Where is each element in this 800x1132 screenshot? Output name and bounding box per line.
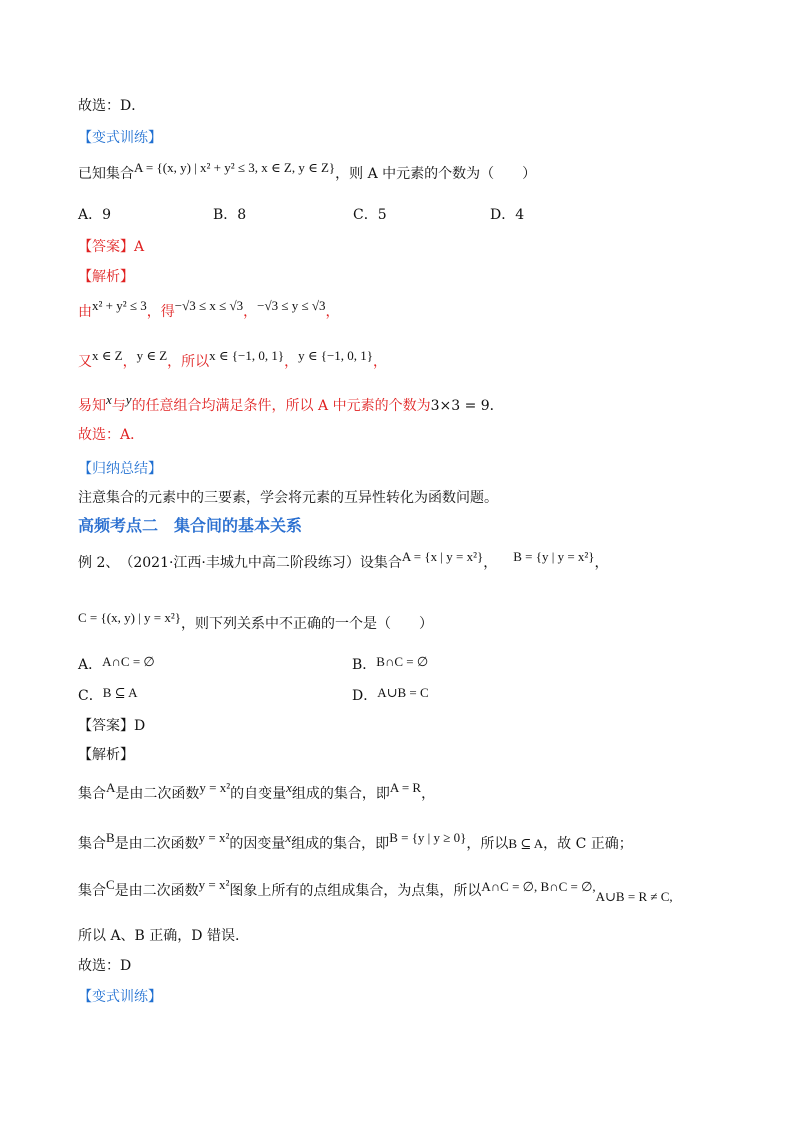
solution-2-line-1 (78, 780, 436, 804)
text: 集合 (78, 883, 106, 899)
solution-2-line-2 (78, 830, 633, 854)
summary-text: 注意集合的元素中的三要素，学会将元素的互异性转化为函数问题。 (78, 490, 498, 506)
set-a: A = {x | y = x²} (401, 549, 484, 564)
function: y = x² (198, 877, 230, 892)
text: 组成的集合，即 (291, 836, 390, 852)
label: C． (78, 688, 103, 704)
ex2-option-c (78, 686, 137, 706)
set-a: A (106, 780, 116, 795)
solution-1-line-2 (78, 348, 388, 372)
q1-suffix: ，则 A 中元素的个数为（ ） (335, 166, 537, 182)
ex2-option-b (352, 655, 428, 675)
q1-option-c: C．5 (353, 207, 387, 223)
function: y = x² (199, 780, 231, 795)
solution-2-line-3 (78, 877, 673, 904)
answer-choice-line-2: 故选：A． (78, 427, 145, 443)
answer-2: 【答案】D (78, 718, 146, 734)
variant-training-tag-2: 【变式训练】 (78, 989, 162, 1005)
inequality: x² + y² ≤ 3 (92, 298, 147, 313)
answer-choice-line: 故选：D． (78, 98, 146, 114)
ex2-option-a (78, 655, 155, 675)
text: ，则下列关系中不正确的一个是（ ） (180, 616, 433, 632)
label: A． (78, 657, 103, 673)
text: ，所以 (167, 354, 210, 370)
solution-1-line-1 (78, 298, 340, 322)
y-values: y ∈ {−1, 0, 1} (298, 348, 374, 363)
text: 的因变量 (229, 836, 286, 852)
label: D． (352, 688, 378, 704)
text: ， (373, 354, 388, 370)
set-b: B = {y | y = x²} (513, 549, 595, 564)
section-title: 高频考点二 集合间的基本关系 (78, 516, 303, 535)
text: 集合 (78, 786, 106, 802)
text: 是由二次函数 (114, 836, 199, 852)
text: 是由二次函数 (115, 786, 200, 802)
expr: A∩C = ∅ (102, 654, 155, 669)
solution-2-line-4: 所以 A、B 正确，D 错误. (78, 928, 240, 944)
answer-1: 【答案】A (78, 239, 145, 255)
ex2-option-d (352, 686, 429, 706)
text: ，得 (146, 304, 175, 320)
text: 的任意组合均满足条件，所以 A 中元素的个数为 (131, 398, 431, 414)
text: 集合 (78, 836, 106, 852)
x-values: x ∈ {−1, 0, 1} (209, 348, 285, 363)
question-1 (78, 160, 537, 184)
x-in-z: x ∈ Z (92, 348, 123, 363)
subset: B ⊆ A (508, 836, 544, 851)
intersections: A∩C = ∅, B∩C = ∅, (481, 879, 596, 894)
answer-choice-line-3: 故选：D (78, 958, 132, 974)
set-c: C (106, 877, 115, 892)
text: 图象上所有的点组成集合，为点集，所以 (229, 883, 482, 899)
count-expression: 3×3 = 9 (430, 398, 490, 414)
y-in-z: y ∈ Z (136, 348, 168, 363)
expr: B ⊆ A (102, 685, 138, 700)
analysis-1-tag: 【解析】 (78, 269, 134, 285)
text: ， (421, 786, 436, 802)
text: 组成的集合，即 (291, 786, 390, 802)
text: ， (243, 304, 258, 320)
text: 由 (78, 304, 92, 320)
x-range: −√3 ≤ x ≤ √3 (174, 298, 244, 313)
result: B = {y | y ≥ 0} (389, 830, 467, 845)
text: ，所以 (466, 836, 509, 852)
text: ， (594, 555, 609, 571)
text: 易知 (78, 398, 106, 414)
text: ． (489, 398, 504, 414)
union: A∪B = R ≠ C, (595, 889, 673, 904)
expr: B∩C = ∅ (376, 654, 429, 669)
expr: A∪B = C (377, 685, 429, 700)
q1-option-b: B．8 (213, 207, 247, 223)
result: A = R (389, 780, 422, 795)
text: 又 (78, 354, 92, 370)
label: B． (352, 657, 377, 673)
text: ， (122, 354, 137, 370)
q1-option-a: A．9 (78, 207, 112, 223)
text: 的自变量 (230, 786, 287, 802)
example-2-line-2 (78, 610, 433, 634)
q1-option-d: D．4 (490, 207, 525, 223)
text: 例 2、 （2021·江西·丰城九中高二阶段练习）设集合 (78, 555, 402, 571)
text: ， (284, 354, 299, 370)
set-c: C = {(x, y) | y = x²} (78, 610, 181, 625)
var-y: y (125, 392, 132, 407)
text: 是由二次函数 (114, 883, 199, 899)
example-2-line-1 (78, 549, 609, 573)
q1-prefix: 已知集合 (78, 166, 134, 182)
text: 与 (111, 398, 126, 414)
y-range: −√3 ≤ y ≤ √3 (257, 298, 326, 313)
var-x: x (286, 780, 292, 795)
var-x: x (106, 392, 112, 407)
set-b: B (106, 830, 115, 845)
summary-tag: 【归纳总结】 (78, 461, 162, 477)
text: ，故 C 正确； (543, 836, 633, 852)
analysis-2-tag: 【解析】 (78, 747, 134, 763)
solution-1-line-3 (78, 392, 504, 416)
q1-set-expression: A = {(x, y) | x² + y² ≤ 3, x ∈ Z, y ∈ Z} (134, 160, 336, 175)
variant-training-tag: 【变式训练】 (78, 130, 162, 146)
function: y = x² (198, 830, 230, 845)
text: ， (483, 555, 498, 571)
var-x: x (285, 830, 292, 845)
text: ， (325, 304, 340, 320)
